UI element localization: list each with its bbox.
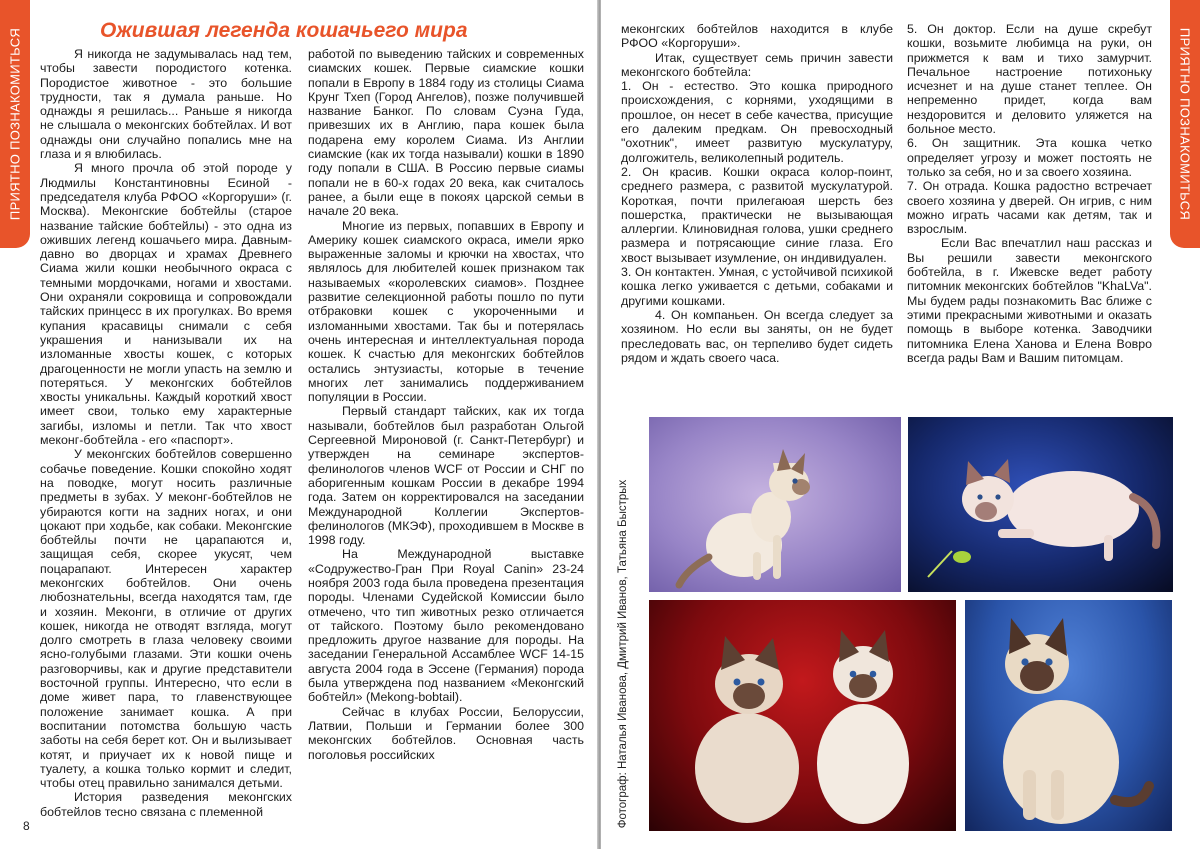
article-title: Ожившая легенда кошачьего мира bbox=[100, 19, 468, 42]
paragraph: Многие из первых, попавших в Европу и Америку кошек сиамского окраса, имели ярко выраженные заломы и крючки на хвостах, что являлось для любителей кошек признаком так называемых «королевских сиамов». Позднее развитие селекционной работы пошло по пути отбраковки кошек с укороченными и изломанными хвостами. Так бы и потерялась очень интересная и интеллектуальная порода кошек. К счастью для меконгских бобтейлов остались энтузиасты, которые в течение многих лет занимались поддерживанием популяции в России. bbox=[308, 218, 584, 405]
kitten-playing-on-blue-photo bbox=[908, 417, 1173, 592]
list-item: 7. Он отрада. Кошка радостно встречает своего хозяина у дверей. Он игрив, с ним можно играть часами как детям, так и взрослым. bbox=[907, 179, 1152, 237]
kitten-on-lilac-photo bbox=[649, 417, 901, 592]
kitten-playing-illustration bbox=[908, 417, 1173, 592]
paragraph: Я никогда не задумывалась над тем, чтобы завести породистого котенка. Породистое животное - это большие трудности, так я думала раньше. Но однажды я решилась... Раньше я никогда не слышала о меконгских бобтейлах. И вот однажды они случайно попались мне на глаза и я влюбилась. bbox=[40, 47, 292, 162]
photo-credit bbox=[613, 479, 633, 829]
kitten-on-lilac-illustration bbox=[649, 417, 901, 592]
paragraph: Сейчас в клубах России, Белоруссии, Латвии, Польши и Германии более 300 меконгских бобтейлов. Основная часть поголовья российских bbox=[308, 704, 584, 762]
text-column-4 bbox=[907, 22, 1152, 365]
list-item: 2. Он красив. Кошки окраса колор-поинт, среднего размера, с развитой мускулатурой. Короткая, почти прилегаюая шерсть без пошерстка, практически не вызывающая аллергии. Клиновидная голова, ушки среднего размера и потрясающие синие глаза. Его хвост вызывает изумление, он индивидуален. bbox=[621, 164, 893, 265]
list-item: 6. Он защитник. Эта кошка четко определяет угрозу и может постоять не только за себя, но и за своего хозяина. bbox=[907, 136, 1152, 179]
left-page bbox=[0, 0, 598, 849]
section-tab-label: ПРИЯТНО ПОЗНАКОМИТЬСЯ bbox=[1177, 27, 1193, 221]
paragraph: меконгских бобтейлов находится в клубе РФОО «Коргоруши». bbox=[621, 22, 893, 51]
list-item: 1. Он - естество. Это кошка природного происхождения, с корнями, уходящими в прошлое, он несет в себе качества, присущие его далеким предкам. Он превосходный "охотник", имеет развитую мускулатуру, долгожитель, великолепный родитель. bbox=[621, 79, 893, 165]
section-tab-left bbox=[0, 0, 30, 248]
right-page bbox=[601, 0, 1200, 849]
seated-cat-illustration bbox=[965, 600, 1172, 831]
paragraph: На Международной выставке «Содружество-Гран При Royal Canin» 23-24 ноября 2003 года была проведена презентация породы. Членами Судейской Комиссии было отмечено, что тип животных резко отличается от тайского. Поэтому было рекомендовано предложить другое название для породы. На заседании Генеральной Ассамблее WCF 14-15 августа 2004 года в Эссене (Германия) порода была утверждена под названием «Меконгский бобтейл» (Mekong-bobtail). bbox=[308, 547, 584, 705]
text-column-2 bbox=[308, 47, 584, 762]
two-cats-on-red-photo bbox=[649, 600, 956, 831]
list-item: 5. Он доктор. Если на душе скребут кошки, возьмите любимца на руки, он прижмется к вам и тихо замурчит. Печальное настроение потихоньку исчезнет и на душе станет теплее. Он непременно придет, когда вам нездоровится и деловито уляжется на больное место. bbox=[907, 22, 1152, 137]
paragraph: У меконгских бобтейлов совершенно собачье поведение. Кошки спокойно ходят на поводке, могут носить различные предметы в зубах. У меконг-бобтейлов не убираются когти на задних ногах, и они цокают при ходьбе, как собаки. Меконгские бобтейлы почти не царапаются и, защищая себя, скорее укусят, чем поцарапают. Интересен характер меконгских бобтейлов. Они очень любознательны, всегда находятся там, где и хозяин. Меконги, в отличие от других кошек, никогда не отводят взгляда, могут долго смотреть в глаза человеку своими ясно-голубыми глазами. Эти кошки очень разговорчивы, как и другие представители восточной группы. Интересно, что если в доме живет пара, то главенствующее положение занимает кошка. А при воспитании потомства большую часть заботы на себя берет кот. Он и вылизывает котят, и приучает их к новой пище и туалету, а кошка только кормит и следит, чтобы отец правильно занимался детьми. bbox=[40, 447, 292, 791]
paragraph: Я много прочла об этой породе у Людмилы Константиновны Есиной - председателя клуба РФОО «Коргоруши» (г. Москва). Меконгские бобтейлы (старое название тайские бобтейлы) - это одна из оживших легенд кошачьего мира. Давным-давно во дворцах и храмах Древнего Сиама жили кошки необычного окраса с темными мордочками, ногами и хвостами. Они охраняли сокровища и сопровождали тайских принцесс в их прогулках. Во время купания красавицы снимали с себя украшения и нанизывали их на изломанные хвосты кошек, с которых драгоценности не могли упасть на землю и потеряться. У меконгских бобтейлов хвосты уникальны. Каждый короткий хвост имеет свои, только ему характерные загибы, изломы и петли. Так что хвост меконг-бобтейла - его «паспорт». bbox=[40, 161, 292, 448]
paragraph: Итак, существует семь причин завести меконгского бобтейла: bbox=[621, 50, 893, 79]
photo-credit-text: Фотограф: Наталья Иванова, Дмитрий Иванов, Татьяна Быстрых bbox=[617, 479, 629, 829]
paragraph: Первый стандарт тайских, как их тогда называли, бобтейлов был разработан Ольгой Сергеевной Мироновой (г. Санкт-Петербург) и утвержден на семинаре экспертов-фелинологов членов WCF от России и СНГ по аборигенным кошкам России в декабре 1994 года. Затем он корректировался на заседании Международной Коллегии Экспертов-фелинологов (МКЭФ), проходившем в Москве в 1998 году. bbox=[308, 404, 584, 548]
paragraph: работой по выведению тайских и современных сиамских кошек. Первые сиамские кошки попали в Европу в 1884 году из столицы Сиама Крунг Тхеп (Город Ангелов), позже получившей название Банког. По словам Суэна Гуда, привезших их в Англию, пара кошек была подарена ему королем Сиама. Из Англии сиамские (как их тогда называли) кошки в 1890 году попали в США. В Россию первые сиамы попали не в 60-х годах 20 века, как считалось ранее, а были еще в покоях царской семьи в начале 20 века. bbox=[308, 47, 584, 219]
paragraph: Если Вас впечатлил наш рассказ и Вы решили завести меконгского бобтейла, в г. Ижевске ведет работу питомник меконгских бобтейлов "KhaLVa". Мы будем рады познакомить Вас ближе с этими прекрасными животными и оказать помощь в выборе котенка. Заводчики питомника Елена Ханова и Елена Вовро всегда рады Вам и Вашим питомцам. bbox=[907, 236, 1152, 365]
two-cats-illustration bbox=[649, 600, 956, 831]
section-tab-label: ПРИЯТНО ПОЗНАКОМИТЬСЯ bbox=[7, 27, 23, 221]
text-column-3 bbox=[621, 22, 893, 365]
section-tab-right bbox=[1170, 0, 1200, 248]
paragraph: История разведения меконгских бобтейлов тесно связана с племенной bbox=[40, 790, 292, 819]
list-item: 3. Он контактен. Умная, с устойчивой психикой кошка легко уживается с детьми, собаками и другими кошками. bbox=[621, 265, 893, 308]
text-column-1 bbox=[40, 47, 292, 819]
seated-cat-on-blue-photo bbox=[965, 600, 1172, 831]
page-number: 8 bbox=[23, 819, 30, 833]
list-item: 4. Он компаньен. Он всегда следует за хозяином. Но если вы заняты, он не будет преследовать вас, он терпеливо будет сидеть рядом и ждать своего часа. bbox=[621, 307, 893, 365]
